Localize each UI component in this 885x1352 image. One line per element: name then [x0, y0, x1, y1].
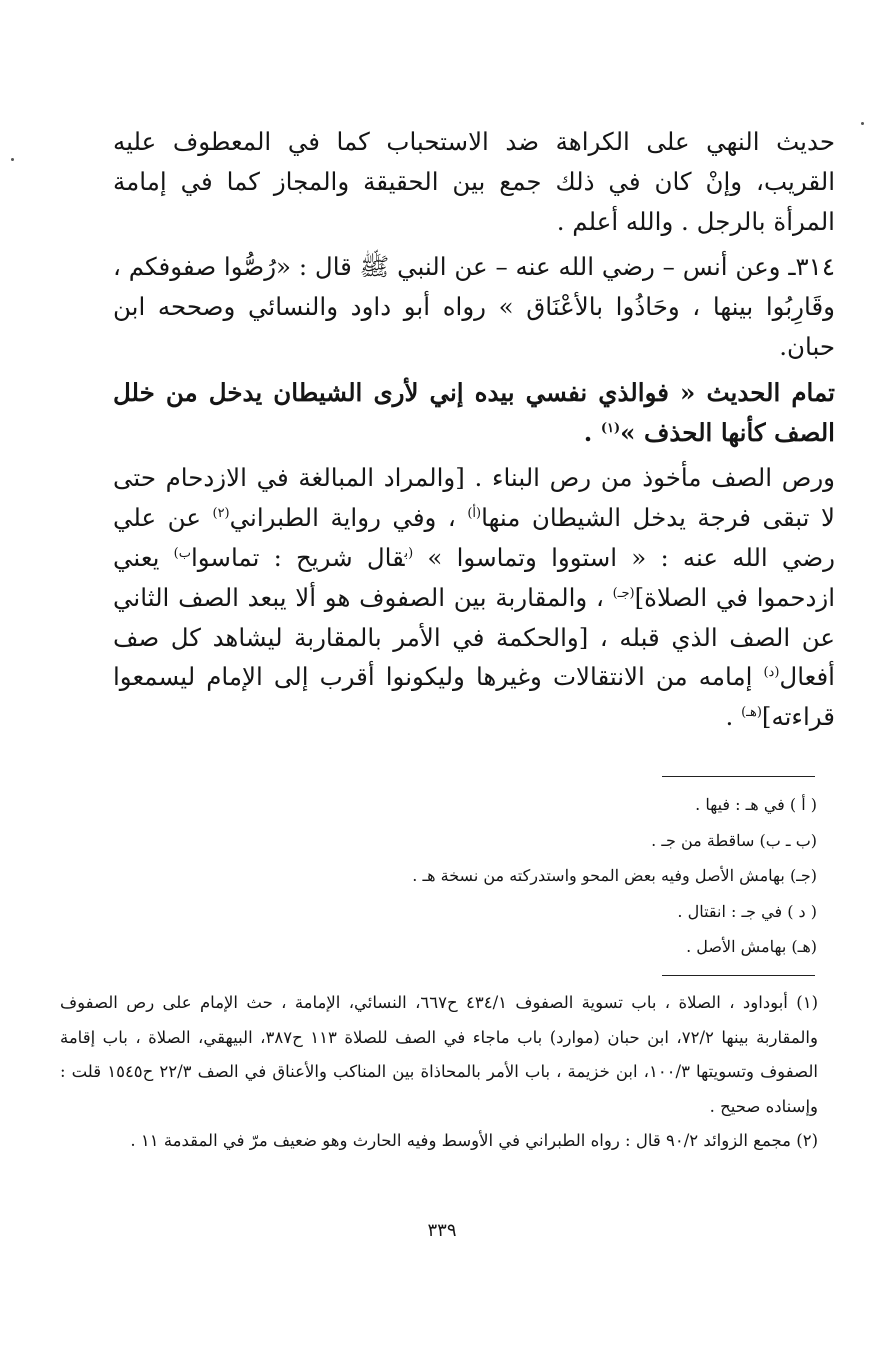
commentary-text: يعني ازدحموا في الصلاة] — [113, 542, 836, 612]
variant-ref-a: (أ) — [467, 506, 482, 522]
footnote-ref-1: (١) — [600, 420, 621, 436]
reference-notes — [60, 986, 818, 1159]
page-number: ٣٣٩ — [427, 1220, 457, 1241]
commentary-text: عن علي رضي الله عنه : « استووا وتماسوا » — [113, 503, 835, 572]
commentary-text: ، وفي رواية الطبراني — [229, 503, 468, 533]
commentary-text: إمامه من الانتقالات وغيرها وليكونوا أقرب إلى الإمام ليسمعوا قراءته] — [113, 662, 835, 732]
variant-ref-b-close: ب) — [173, 545, 191, 561]
commentary-text: قال شريح : تماسوا — [190, 542, 405, 572]
commentary-text: ، والمقاربة بين الصفوف هو ألا يبعد الصف الثاني عن الصف الذي قبله ، [والحكمة في الأمر بالمقاربة ليشاهد كل صف أفعال — [113, 582, 835, 692]
commentary-paragraph — [113, 458, 835, 737]
scan-speck — [11, 158, 14, 161]
reference-note: (١) أبوداود ، الصلاة ، باب تسوية الصفوف ٤٣٤/١ ح٦٦٧، النسائي، الإمامة ، حث الإمام على رص الصفوف والمقاربة بينها ٧٢/٢، ابن حبان (موارد) باب ماجاء في الصف للصلاة ١١٣ ح٣٨٧، البيهقي، الصلاة ، باب إقامة الصفوف وتسويتها ١٠٠/٣، ابن خزيمة ، باب الأمر بالمحاذاة بين المناكب والأعناق في الصف ٢٢/٣ ح١٥٤٥ قلت : وإسناده صحيح . — [60, 993, 818, 1116]
tamam-end: . — [583, 417, 601, 447]
variant-note: (جـ) بهامش الأصل وفيه بعض المحو واستدركته من نسخة هـ . — [412, 866, 817, 885]
reference-note: (٢) مجمع الزوائد ٩٠/٢ قال : رواه الطبراني في الأوسط وفيه الحارث وهو ضعيف مرّ في المقدمة ١١ . — [130, 1131, 818, 1150]
variant-notes — [113, 787, 817, 965]
variant-ref-b-open: (ب — [404, 545, 414, 561]
footnote-divider — [662, 776, 815, 777]
footnote-divider — [662, 975, 815, 976]
variant-ref-j: (جـ) — [612, 585, 635, 601]
variant-note: (ب ـ ب) ساقطة من جـ . — [651, 830, 817, 850]
scan-speck — [861, 122, 864, 125]
variant-note: ( د ) في جـ : انقتال . — [677, 901, 817, 921]
hadith-314-paragraph: ٣١٤ـ وعن أنس – رضي الله عنه – عن النبي ﷺ قال : «رُصُّوا صفوفكم ، وقَارِبُوا بينها ، وحَاذُوا بالأعْنَاق » رواه أبو داود والنسائي وصححه ابن حبان. — [113, 252, 835, 361]
variant-note: (هـ) بهامش الأصل . — [686, 937, 817, 956]
variant-ref-d: (د) — [763, 665, 780, 681]
commentary-text: ورص الصف مأخوذ من رص البناء . [والمراد المبالغة في الازدحام حتى لا تبقى فرجة يدخل الشيطان منها — [113, 463, 835, 533]
main-text — [113, 122, 835, 737]
continuation-paragraph: حديث النهي على الكراهة ضد الاستحباب كما في المعطوف عليه القريب، وإنْ كان في ذلك جمع بين الحقيقة والمجاز كما في إمامة المرأة بالرجل . والله أعلم . — [113, 127, 835, 236]
tamam-text: تمام الحديث « فوالذي نفسي بيده إني لأرى الشيطان يدخل من خلل الصف كأنها الحذف » — [113, 377, 835, 447]
commentary-end: . — [725, 702, 742, 732]
footnote-ref-2: (٢) — [212, 506, 230, 522]
tamam-paragraph — [113, 373, 835, 453]
variant-ref-h: (هـ) — [741, 705, 762, 720]
variant-note: ( أ ) في هـ : فيها . — [695, 795, 817, 814]
